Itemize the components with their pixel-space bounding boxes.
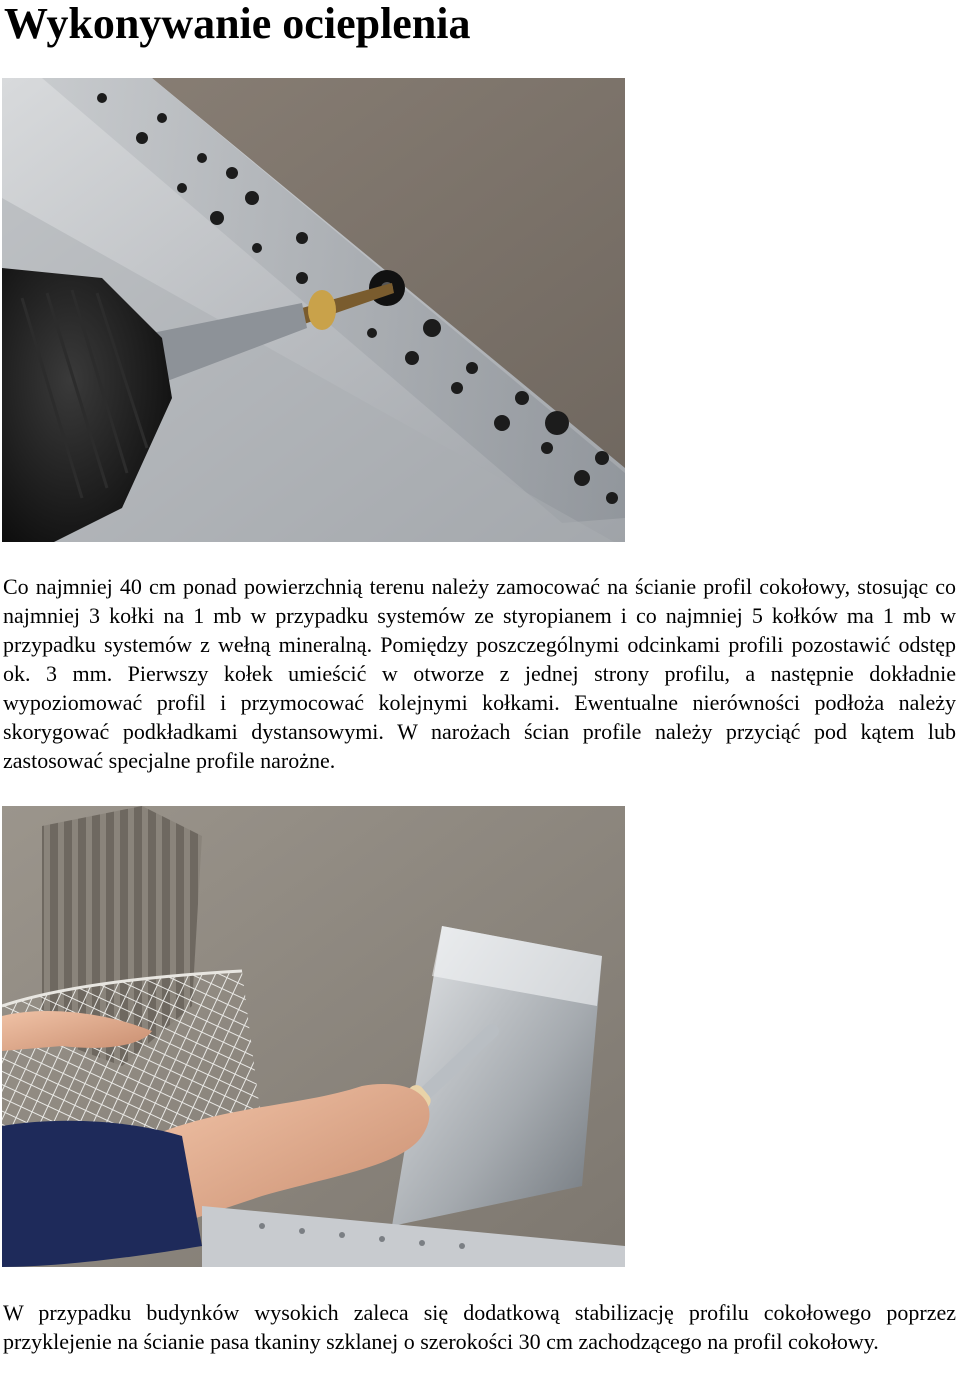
- photo-mesh-embedding: [2, 806, 625, 1267]
- paragraph-base-profile-mounting: Co najmniej 40 cm ponad powierzchnią terenu należy zamocować na ścianie profil cokołowy, stosując co najmniej 3 kołki na 1 mb w przypadku systemów ze styropianem i co najmniej 5 kołków ma 1 mb w przypadku systemów z wełną mineralną. Pomiędzy poszczególnymi odcinkami profili pozostawić odstęp ok. 3 mm. Pierwszy kołek umieścić w otworze z jednej strony profilu, a następnie dokładnie wypoziomować profil i przymocować kolejnymi kołkami. Ewentualne nierówności podłoża należy skorygować podkładkami dystansowymi. W narożach ścian profile należy przyciąć pod kątem lub zastosować specjalne profile narożne.: [3, 574, 956, 773]
- drill-base-profile-image: [2, 78, 625, 542]
- paragraph-mesh-stabilization: W przypadku budynków wysokich zaleca się dodatkową stabilizację profilu cokołowego poprzez przyklejenie na ścianie pasa tkaniny szklanej o szerokości 30 cm zachodzącego na profil cokołowy.: [3, 1300, 956, 1354]
- photo-drill-base-profile: [2, 78, 625, 542]
- mesh-embedding-image: [2, 806, 625, 1267]
- page-title: Wykonywanie ocieplenia: [4, 0, 471, 48]
